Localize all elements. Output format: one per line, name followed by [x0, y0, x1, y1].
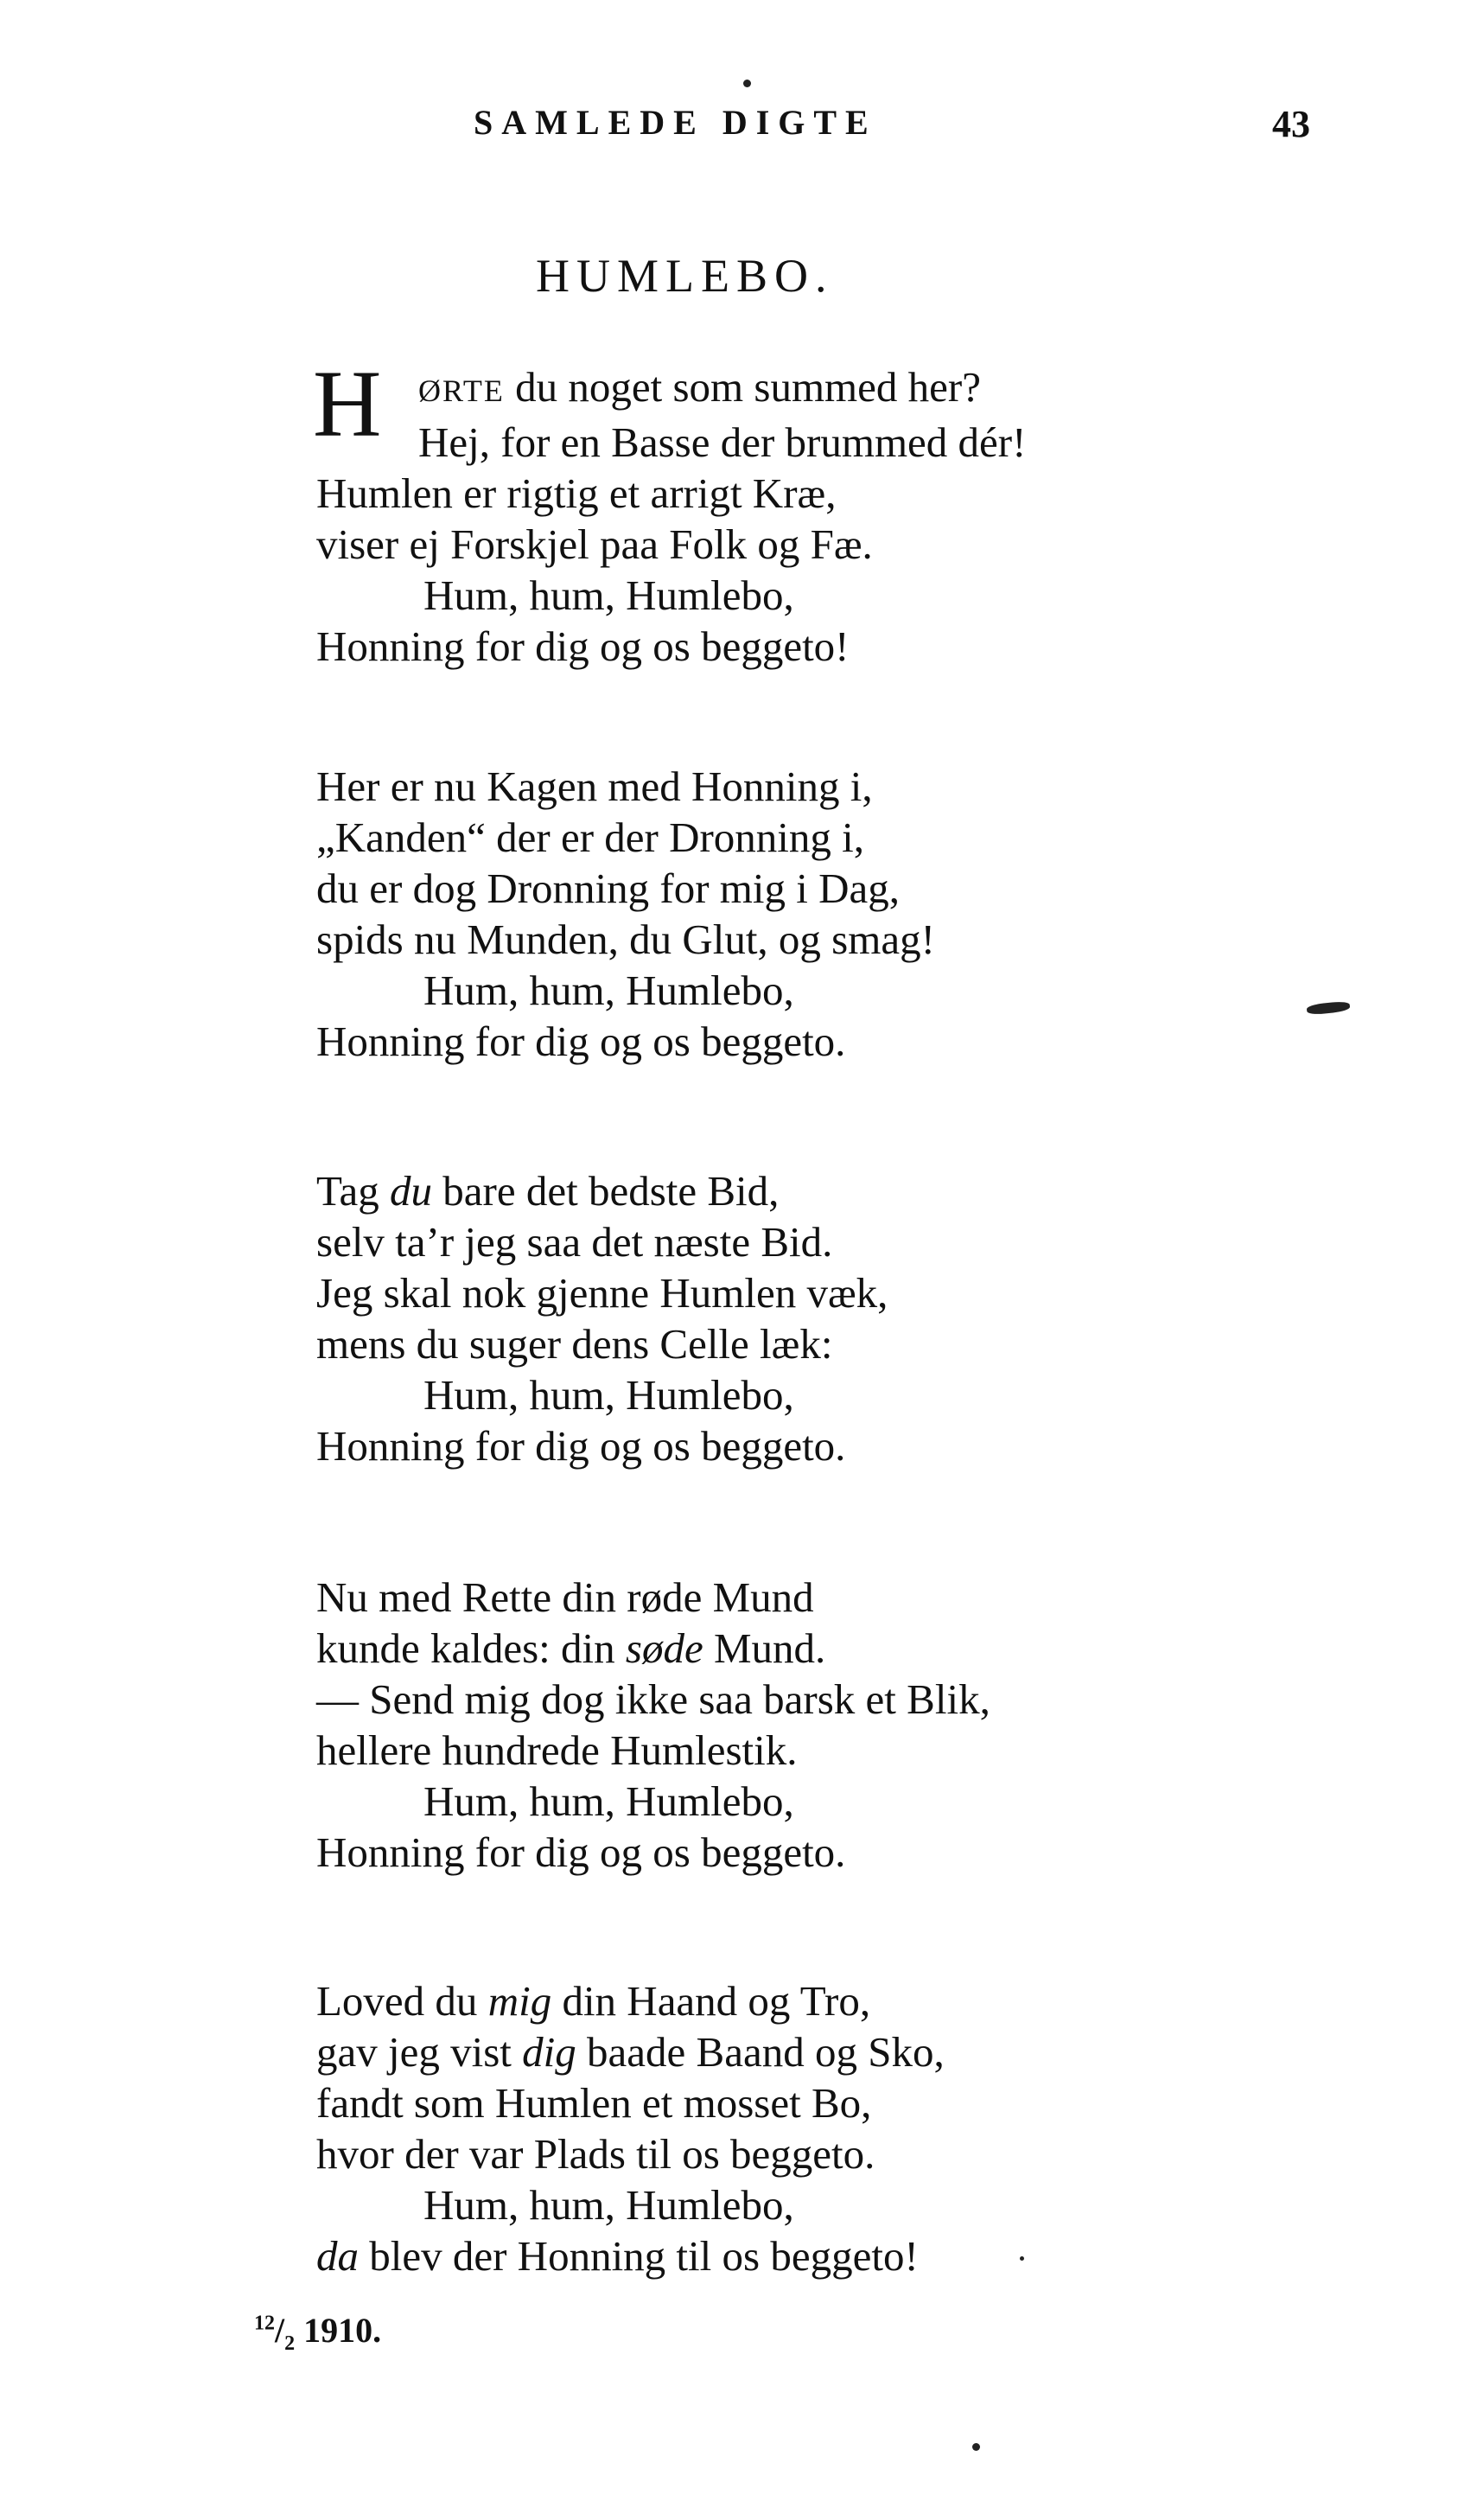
poem-line: Her er nu Kagen med Honning i, [316, 762, 873, 810]
poem-line: Humlen er rigtig et arrigt Kræ, [316, 469, 837, 517]
poem-line: Hej, for en Basse der brummed dér! [418, 418, 1027, 466]
ink-speck [1020, 2256, 1024, 2261]
line-text: kunde kaldes: din [316, 1624, 626, 1672]
refrain-line: Hum, hum, Humlebo, [423, 1777, 794, 1825]
small-caps-word: ØRTE [418, 373, 505, 408]
stanza-5 [316, 1975, 1267, 2281]
poem-line: „Kanden“ der er der Dronning i, [316, 813, 865, 861]
line-text: Tag [316, 1167, 391, 1215]
refrain-line: Honning for dig og os beggeto! [316, 622, 850, 670]
stanza-4 [316, 1572, 1267, 1878]
poem-line: spids nu Munden, du Glut, og smag! [316, 915, 935, 963]
line-text: din Haand og Tro, [551, 1977, 871, 2025]
stanza-1 [313, 351, 1267, 672]
refrain-line: Honning for dig og os beggeto. [316, 1422, 846, 1470]
poem-line: selv ta’r jeg saa det næste Bid. [316, 1218, 833, 1266]
poem-line [316, 361, 1267, 417]
refrain-line: Hum, hum, Humlebo, [423, 1371, 794, 1419]
poem-line: fandt som Humlen et mosset Bo, [316, 2079, 872, 2127]
line-text: blev der Honning til os beggeto! [359, 2232, 919, 2280]
poem-line: du er dog Dronning for mig i Dag, [316, 864, 900, 912]
poem-line: hellere hundrede Humlestik. [316, 1726, 798, 1774]
running-title: SAMLEDE DIGTE [474, 103, 877, 142]
emphasis: du [390, 1167, 433, 1215]
page-number: 43 [1272, 103, 1310, 145]
line-text: du noget som summed her? [504, 363, 981, 411]
line-text: Loved du [316, 1977, 488, 2025]
refrain-line: Hum, hum, Humlebo, [423, 2181, 794, 2229]
drop-cap: H [313, 351, 382, 456]
ink-speck [1307, 1000, 1351, 1015]
refrain-line: Honning for dig og os beggeto. [316, 1828, 846, 1876]
poem-date: $^{12}/_2$ 1910. [254, 2311, 382, 2355]
poem-line [316, 1975, 1267, 2026]
date-day: 12 [254, 2312, 275, 2335]
line-text: bare det bedste Bid, [432, 1167, 780, 1215]
poem-line [316, 1165, 1267, 1216]
line-text: gav jeg vist [316, 2028, 523, 2076]
poem-title: HUMLEBO. [536, 250, 834, 302]
poem-line: Jeg skal nok gjenne Humlen væk, [316, 1269, 888, 1317]
stanza-2 [316, 761, 1267, 1067]
emphasis: dig [522, 2028, 576, 2076]
emphasis: mig [487, 1977, 552, 2025]
poem-line: mens du suger dens Celle læk: [316, 1320, 833, 1368]
stanza-3 [316, 1165, 1267, 1471]
poem-line: viser ej Forskjel paa Folk og Fæ. [316, 520, 873, 568]
ink-speck [972, 2443, 980, 2451]
emphasis: da [316, 2232, 359, 2280]
refrain-line [316, 2230, 1267, 2281]
date-year: 1910. [295, 2311, 382, 2350]
poem-line [316, 1623, 1267, 1674]
line-text: Mund. [703, 1624, 826, 1672]
ink-speck [743, 80, 751, 87]
emphasis: søde [625, 1624, 703, 1672]
poem-line [316, 2026, 1267, 2077]
refrain-line: Honning for dig og os beggeto. [316, 1018, 846, 1065]
refrain-line: Hum, hum, Humlebo, [423, 967, 794, 1014]
date-month: 2 [284, 2332, 296, 2355]
line-text: baade Baand og Sko, [576, 2028, 945, 2076]
poem-line: — Send mig dog ikke saa barsk et Blik, [316, 1675, 990, 1723]
poem-line: hvor der var Plads til os beggeto. [316, 2130, 875, 2178]
poem-line: Nu med Rette din røde Mund [316, 1573, 814, 1621]
refrain-line: Hum, hum, Humlebo, [423, 571, 794, 619]
